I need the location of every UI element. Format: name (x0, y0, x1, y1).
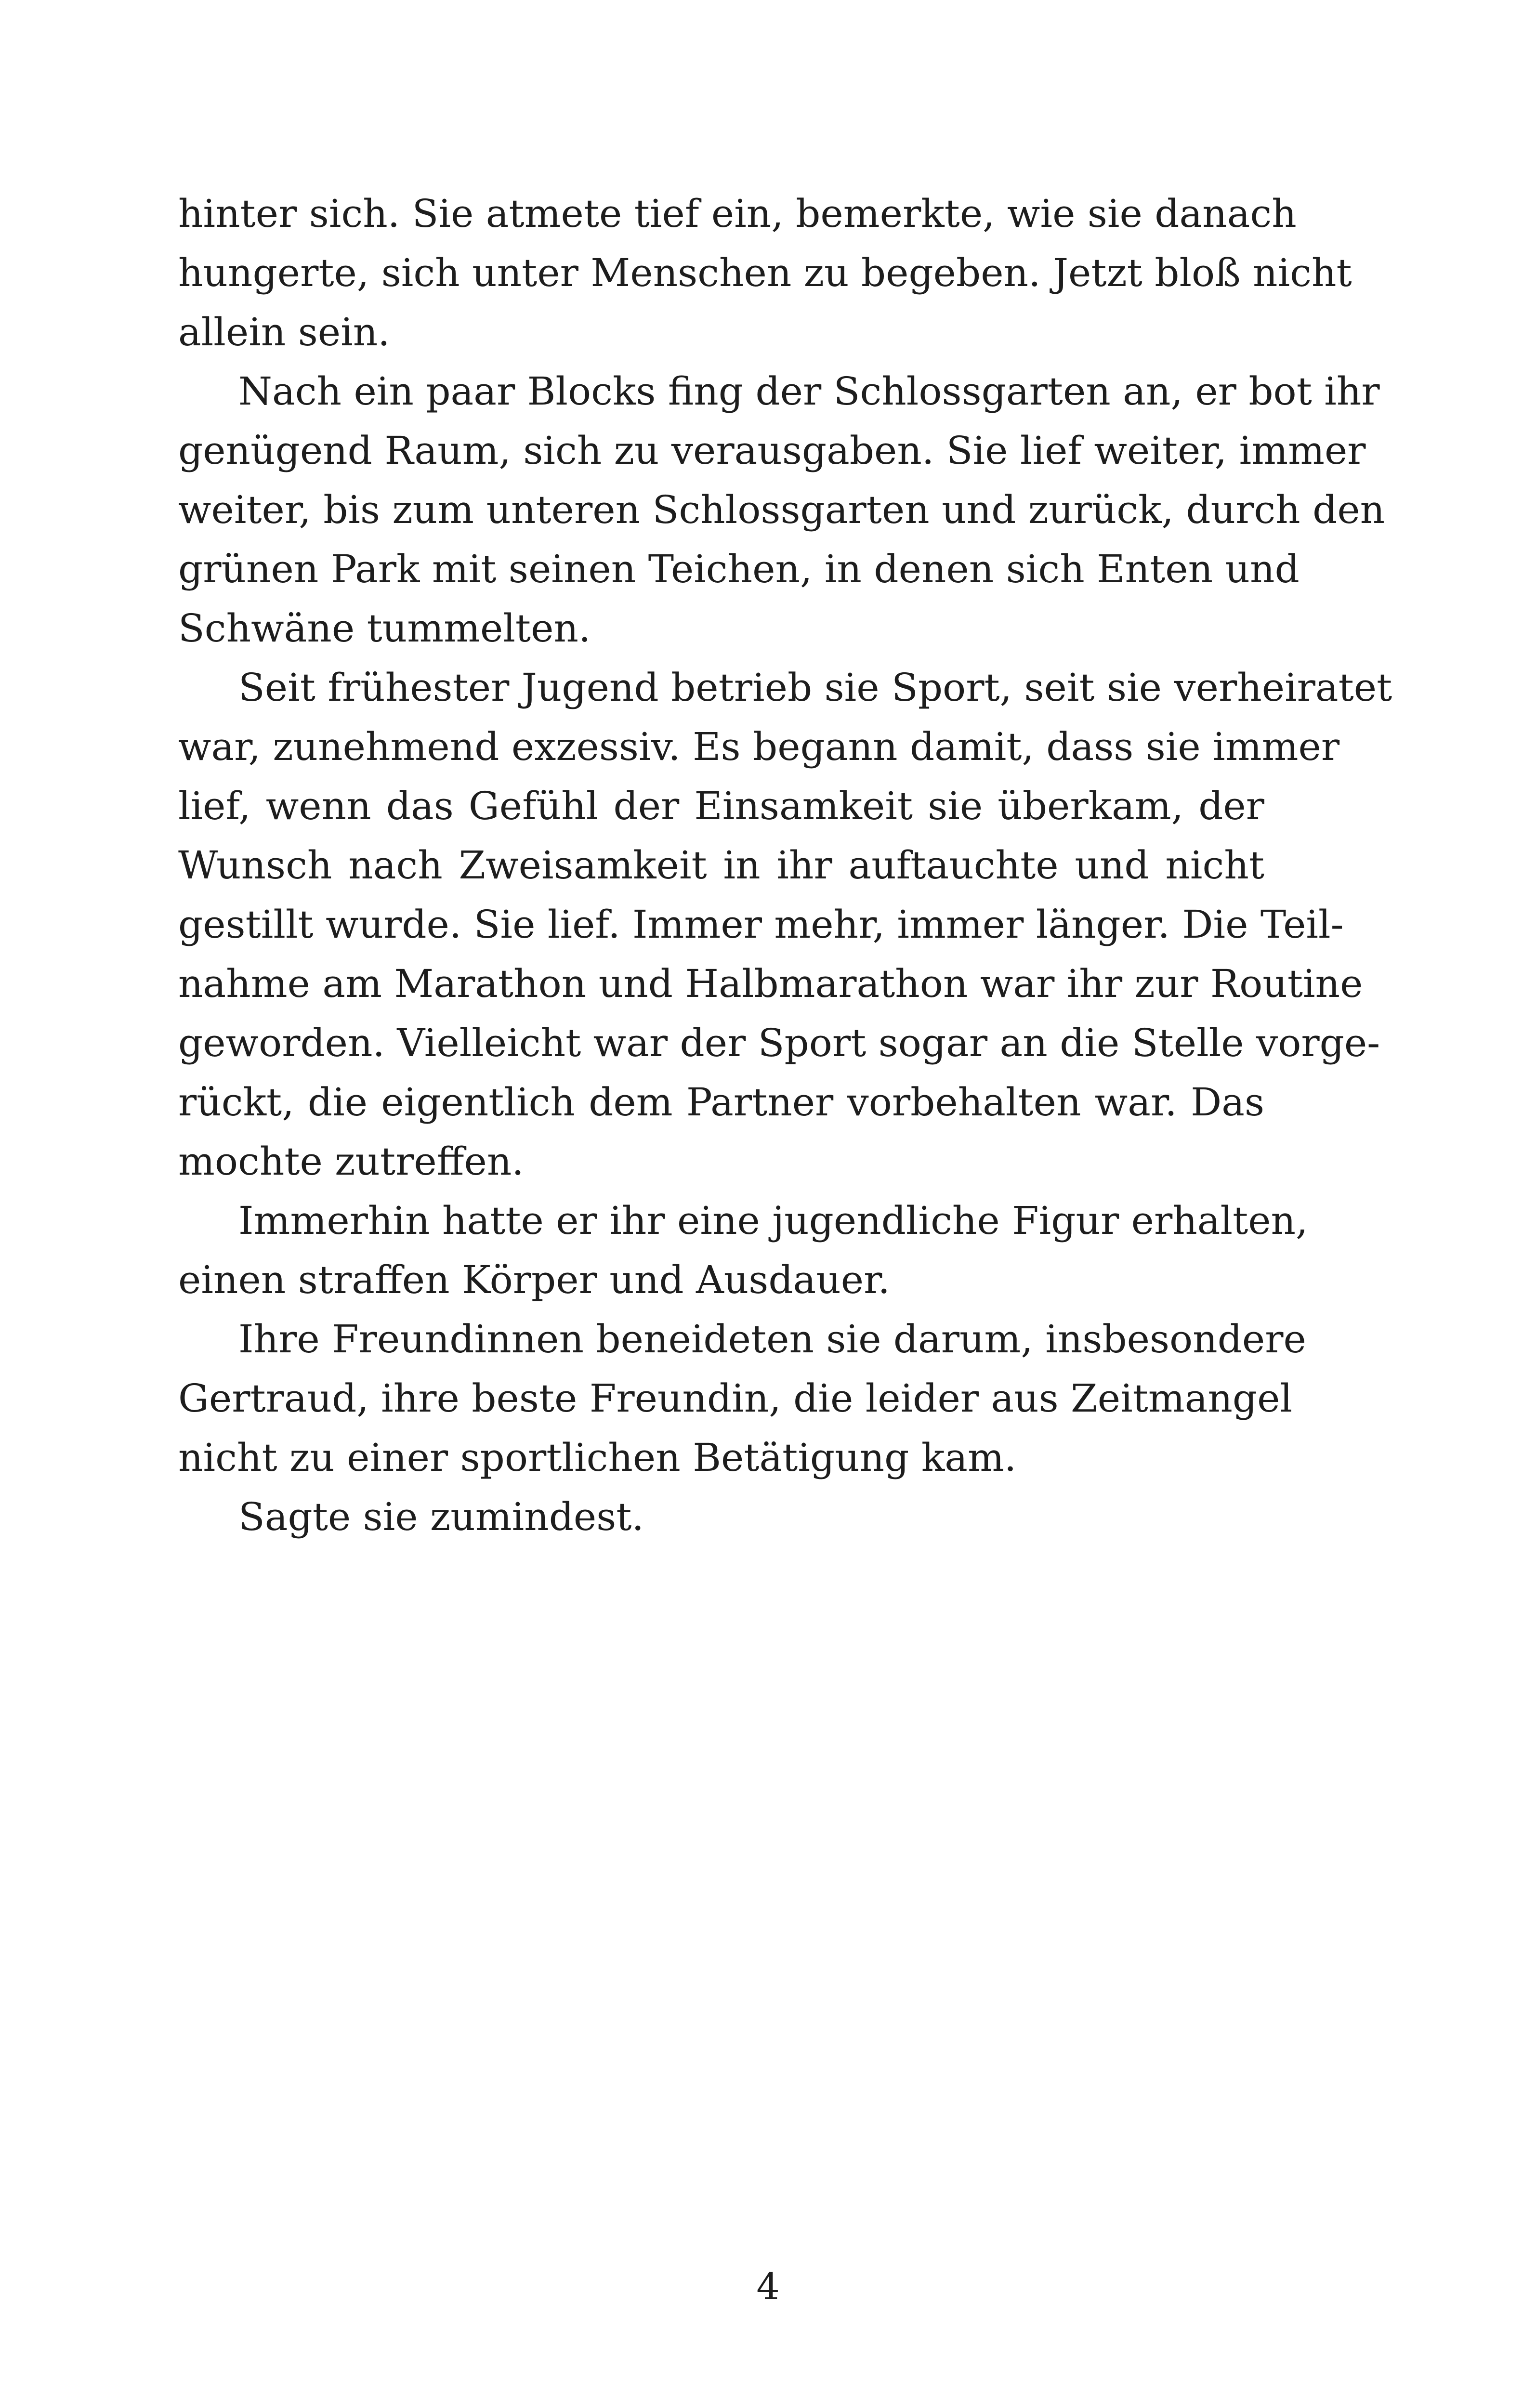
text-line: Sagte sie zumindest. (238, 1494, 644, 1539)
text-line: hinter sich. Sie atmete tief ein, bemerkte, wie sie danach (178, 191, 1297, 236)
text-line: Gertraud, ihre beste Freundin, die leider aus Zeitmangel (178, 1376, 1293, 1421)
text-line: Ihre Freundinnen beneideten sie darum, insbesondere (238, 1317, 1306, 1361)
paragraph (178, 1309, 1306, 1487)
text-line: weiter, bis zum unteren Schlossgarten und zurück, durch den (178, 487, 1385, 532)
body-text (178, 184, 1392, 1546)
text-line: allein sein. (178, 310, 390, 354)
text-line: war, zunehmend exzessiv. Es begann damit, dass sie immer (178, 724, 1340, 769)
text-line: mochte zutreffen. (178, 1139, 524, 1184)
text-line: gestillt wurde. Sie lief. Immer mehr, immer länger. Die Teil- (178, 902, 1344, 947)
page-number: 4 (756, 2265, 780, 2308)
text-line: Seit frühester Jugend betrieb sie Sport, seit sie verheiratet (238, 665, 1392, 710)
text-line: rückt, die eigentlich dem Partner vorbehalten war. Das (178, 1080, 1264, 1125)
text-line: einen straffen Körper und Ausdauer. (178, 1257, 890, 1302)
text-line: lief, wenn das Gefühl der Einsamkeit sie überkam, der (178, 784, 1264, 828)
text-line: nahme am Marathon und Halbmarathon war ihr zur Routine (178, 961, 1363, 1006)
text-line: Schwäne tummelten. (178, 606, 591, 651)
paragraph (178, 362, 1385, 658)
paragraph (178, 658, 1392, 1191)
text-line: geworden. Vielleicht war der Sport sogar an die Stelle vorge- (178, 1021, 1380, 1065)
text-line: Wunsch nach Zweisamkeit in ihr auftauchte und nicht (178, 843, 1264, 888)
paragraph (178, 1191, 1308, 1309)
text-line: grünen Park mit seinen Teichen, in denen sich Enten und (178, 547, 1300, 591)
paragraph (178, 1487, 1264, 1546)
text-line: genügend Raum, sich zu verausgaben. Sie lief weiter, immer (178, 428, 1366, 473)
text-line: hungerte, sich unter Menschen zu begeben. Jetzt bloß nicht (178, 250, 1352, 295)
text-line: nicht zu einer sportlichen Betätigung kam. (178, 1435, 1017, 1480)
text-line: Nach ein paar Blocks fing der Schlossgarten an, er bot ihr (238, 369, 1380, 414)
paragraph (178, 184, 1352, 362)
text-line: Immerhin hatte er ihr eine jugendliche Figur erhalten, (238, 1198, 1308, 1243)
